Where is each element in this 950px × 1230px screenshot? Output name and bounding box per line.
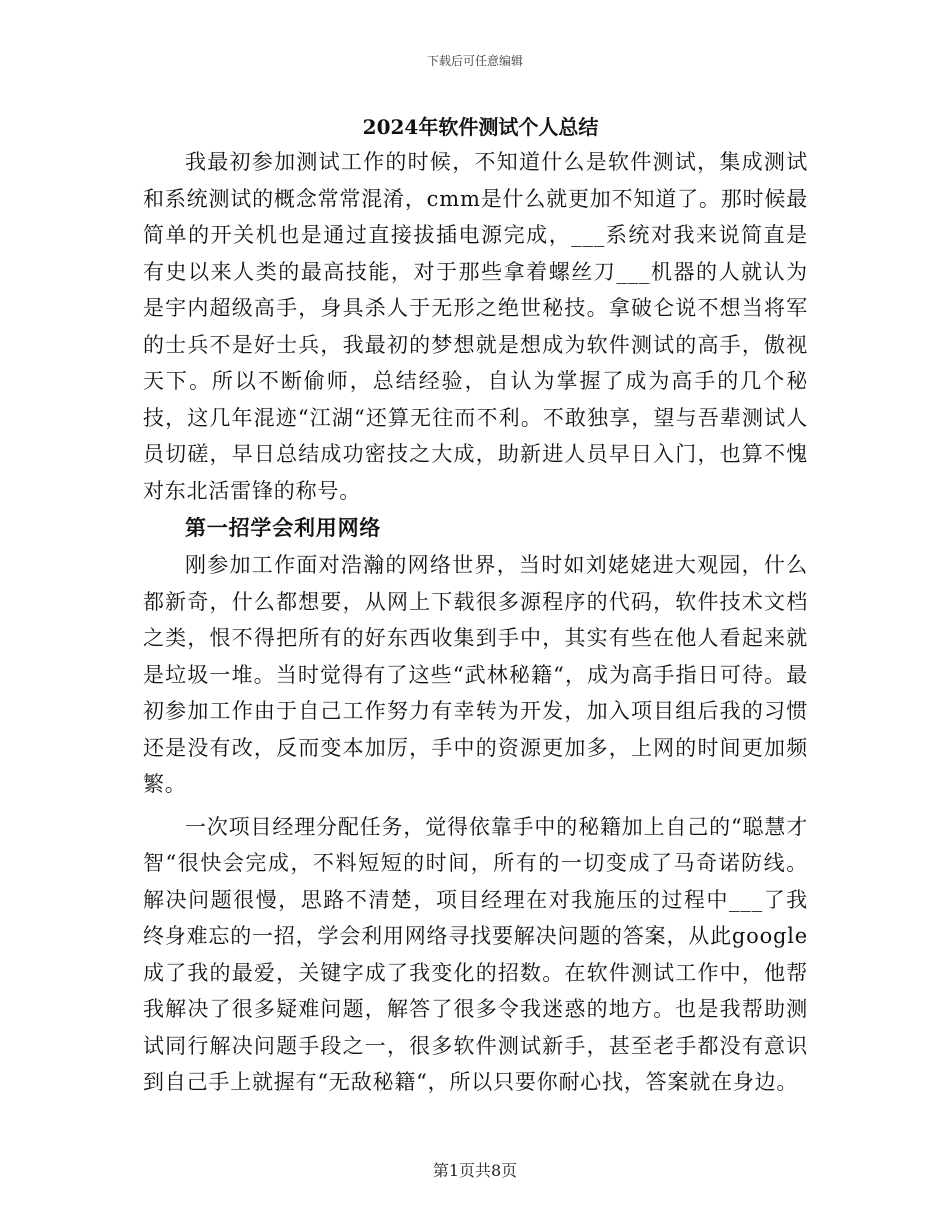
paragraph-intro: 我最初参加测试工作的时候，不知道什么是软件测试，集成测试和系统测试的概念常常混淆，cmm是什么就更加不知道了。那时候最简单的开关机也是通过直接拔插电源完成，___系统对我来说简直是有史以来人类的最高技能，对于那些拿着螺丝刀___机器的人就认为是宇内超级高手，身具杀人于无形之绝世秘技。拿破仑说不想当将军的士兵不是好士兵，我最初的梦想就是想成为软件测试的高手，傲视天下。所以不断偷师，总结经验，自认为掌握了成为高手的几个秘技，这几年混迹“江湖“还算无往而不利。不敢独享，望与吾辈测试人员切磋，早日总结成功密技之大成，助新进人员早日入门，也算不愧对东北活雷锋的称号。	[143, 150, 808, 503]
page-header-note: 下载后可任意编辑	[426, 54, 523, 68]
paragraph-project: 一次项目经理分配任务，觉得依靠手中的秘籍加上自己的“聪慧才智“很快会完成，不料短短的时间，所有的一切变成了马奇诺防线。解决问题很慢，思路不清楚，项目经理在对我施压的过程中___了我终身难忘的一招，学会利用网络寻找要解决问题的答案，从此google成了我的最爱，关键字成了我变化的招数。在软件测试工作中，他帮我解决了很多疑难问题，解答了很多令我迷惑的地方。也是我帮助测试同行解决问题手段之一，很多软件测试新手，甚至老手都没有意识到自己手上就握有“无敌秘籍“，所以只要你耐心找，答案就在身边。	[143, 814, 808, 1094]
page-footer-number: 第1页共8页	[432, 1161, 518, 1180]
document-body	[143, 110, 808, 1101]
paragraph-network: 刚参加工作面对浩瀚的网络世界，当时如刘姥姥进大观园，什么都新奇，什么都想要，从网上下载很多源程序的代码，软件技术文档之类，恨不得把所有的好东西收集到手中，其实有些在他人看起来就是垃圾一堆。当时觉得有了这些“武林秘籍“，成为高手指日可待。最初参加工作由于自己工作努力有幸转为开发，加入项目组后我的习惯还是没有改，反而变本加厉，手中的资源更加多，上网的时间更加频繁。	[143, 553, 808, 796]
document-title: 2024年软件测试个人总结	[362, 115, 599, 139]
section-heading: 第一招学会利用网络	[185, 515, 382, 540]
